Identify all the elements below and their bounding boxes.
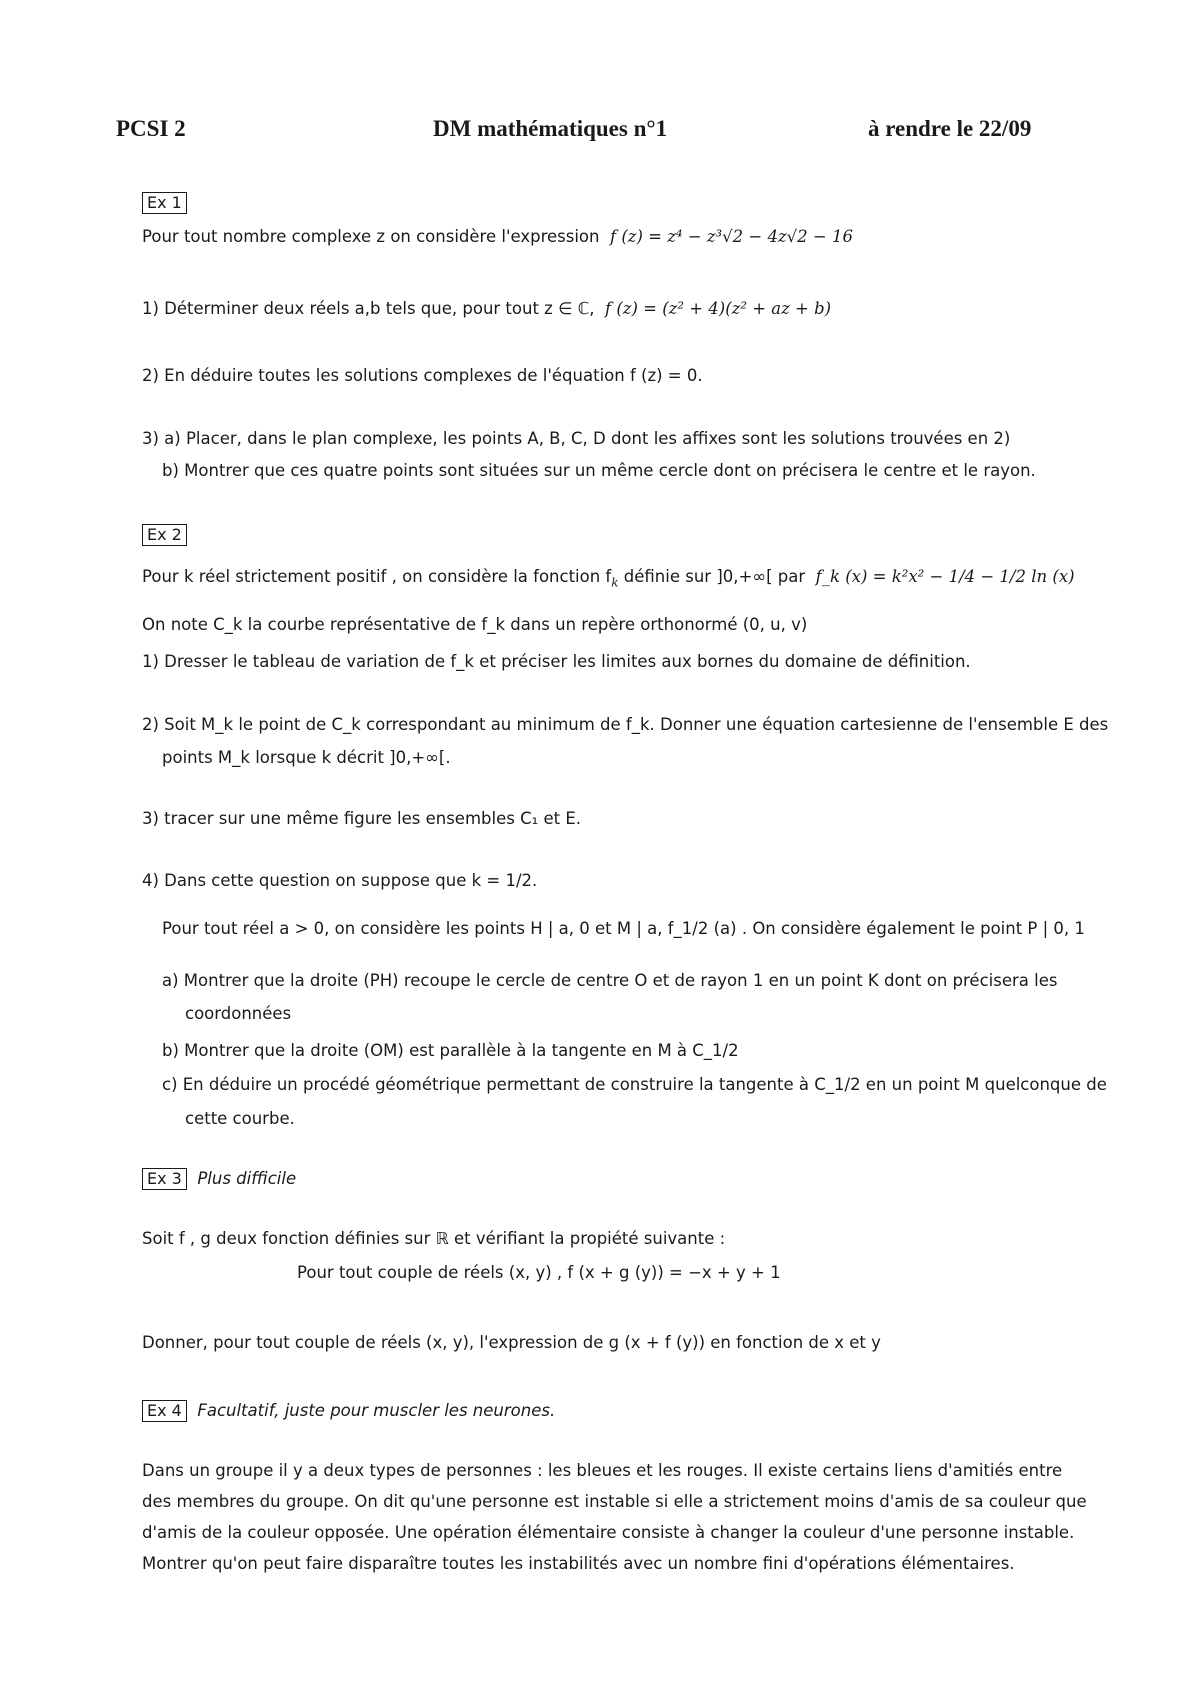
ex4-paragraph-line: Montrer qu'on peut faire disparaître toutes les instabilités avec un nombre fini d'opérations élémentaires. bbox=[142, 1554, 1015, 1573]
ex2-q1: 1) Dresser le tableau de variation de f_k et préciser les limites aux bornes du domaine de définition. bbox=[142, 652, 971, 671]
ex2-q4a-line2: coordonnées bbox=[185, 1004, 292, 1023]
ex4-paragraph-line: des membres du groupe. On dit qu'une personne est instable si elle a strictement moins d'amis de sa couleur que bbox=[142, 1492, 1087, 1511]
ex1-q1-text: 1) Déterminer deux réels a,b tels que, pour tout z ∈ ℂ, bbox=[142, 299, 595, 318]
ex1-q3a: 3) a) Placer, dans le plan complexe, les points A, B, C, D dont les affixes sont les solutions trouvées en 2) bbox=[142, 429, 1011, 448]
ex2-q4c-line1: c) En déduire un procédé géométrique permettant de construire la tangente à C_1/2 en un point M quelconque de bbox=[162, 1075, 1107, 1094]
ex3-question: Donner, pour tout couple de réels (x, y), l'expression de g (x + f (y)) en fonction de x et y bbox=[142, 1333, 881, 1352]
ex1-intro-line bbox=[142, 226, 853, 248]
ex2-intro-formula: f_k (x) = k²x² − 1/4 − 1/2 ln (x) bbox=[815, 567, 1075, 586]
ex4-paragraph-line: d'amis de la couleur opposée. Une opération élémentaire consiste à changer la couleur d'une personne instable. bbox=[142, 1523, 1075, 1542]
class-label: PCSI 2 bbox=[116, 116, 186, 141]
ex2-q4a-line1: a) Montrer que la droite (PH) recoupe le cercle de centre O et de rayon 1 en un point K dont on précisera les bbox=[162, 971, 1058, 990]
ex2-note: On note C_k la courbe représentative de f_k dans un repère orthonormé (0, u, v) bbox=[142, 615, 808, 634]
ex1-q3b: b) Montrer que ces quatre points sont situées sur un même cercle dont on précisera le centre et le rayon. bbox=[162, 461, 1036, 480]
ex3-label: Ex 3 bbox=[142, 1168, 187, 1190]
ex4-label: Ex 4 bbox=[142, 1400, 187, 1422]
ex2-q2a: 2) Soit M_k le point de C_k correspondant au minimum de f_k. Donner une équation cartesienne de l'ensemble E des bbox=[142, 715, 1109, 734]
ex2-q4c-line2: cette courbe. bbox=[185, 1109, 295, 1128]
ex4-subtitle: Facultatif, juste pour muscler les neurones. bbox=[197, 1401, 556, 1420]
ex2-label: Ex 2 bbox=[142, 524, 187, 546]
ex2-q4-points: Pour tout réel a > 0, on considère les points H | a, 0 et M | a, f_1/2 (a) . On considère également le point P | 0, 1 bbox=[162, 919, 1085, 938]
ex2-intro: Pour k réel strictement positif , on considère la fonction f bbox=[142, 567, 612, 586]
ex2-q4b: b) Montrer que la droite (OM) est parallèle à la tangente en M à C_1/2 bbox=[162, 1041, 739, 1060]
ex2-q4: 4) Dans cette question on suppose que k = 1/2. bbox=[142, 871, 538, 890]
ex3-property: Pour tout couple de réels (x, y) , f (x + g (y)) = −x + y + 1 bbox=[297, 1263, 781, 1282]
page-title: DM mathématiques n°1 bbox=[433, 116, 668, 141]
ex1-heading bbox=[142, 192, 187, 214]
ex1-intro: Pour tout nombre complexe z on considère l'expression bbox=[142, 227, 600, 246]
ex2-intro-rest: définie sur ]0,+∞[ par bbox=[623, 567, 806, 586]
due-date: à rendre le 22/09 bbox=[868, 116, 1032, 141]
ex1-q1-line bbox=[142, 298, 831, 320]
ex1-label: Ex 1 bbox=[142, 192, 187, 214]
ex4-heading bbox=[142, 1400, 555, 1422]
ex1-q2: 2) En déduire toutes les solutions complexes de l'équation f (z) = 0. bbox=[142, 366, 703, 385]
ex3-subtitle: Plus difficile bbox=[197, 1169, 297, 1188]
ex2-q3: 3) tracer sur une même figure les ensembles C₁ et E. bbox=[142, 809, 581, 828]
ex4-paragraph-line: Dans un groupe il y a deux types de personnes : les bleues et les rouges. Il existe certains liens d'amitiés entre bbox=[142, 1461, 1063, 1480]
ex3-intro: Soit f , g deux fonction définies sur ℝ et vérifiant la propiété suivante : bbox=[142, 1229, 726, 1248]
ex1-intro-formula: f (z) = z⁴ − z³√2 − 4z√2 − 16 bbox=[609, 227, 853, 246]
ex2-intro-line bbox=[142, 566, 1075, 593]
ex2-heading bbox=[142, 524, 187, 546]
ex2-q2b: points M_k lorsque k décrit ]0,+∞[. bbox=[162, 748, 451, 767]
ex2-intro-sub: k bbox=[611, 575, 619, 590]
ex3-heading bbox=[142, 1168, 296, 1190]
ex1-q1-formula: f (z) = (z² + 4)(z² + az + b) bbox=[604, 299, 832, 318]
